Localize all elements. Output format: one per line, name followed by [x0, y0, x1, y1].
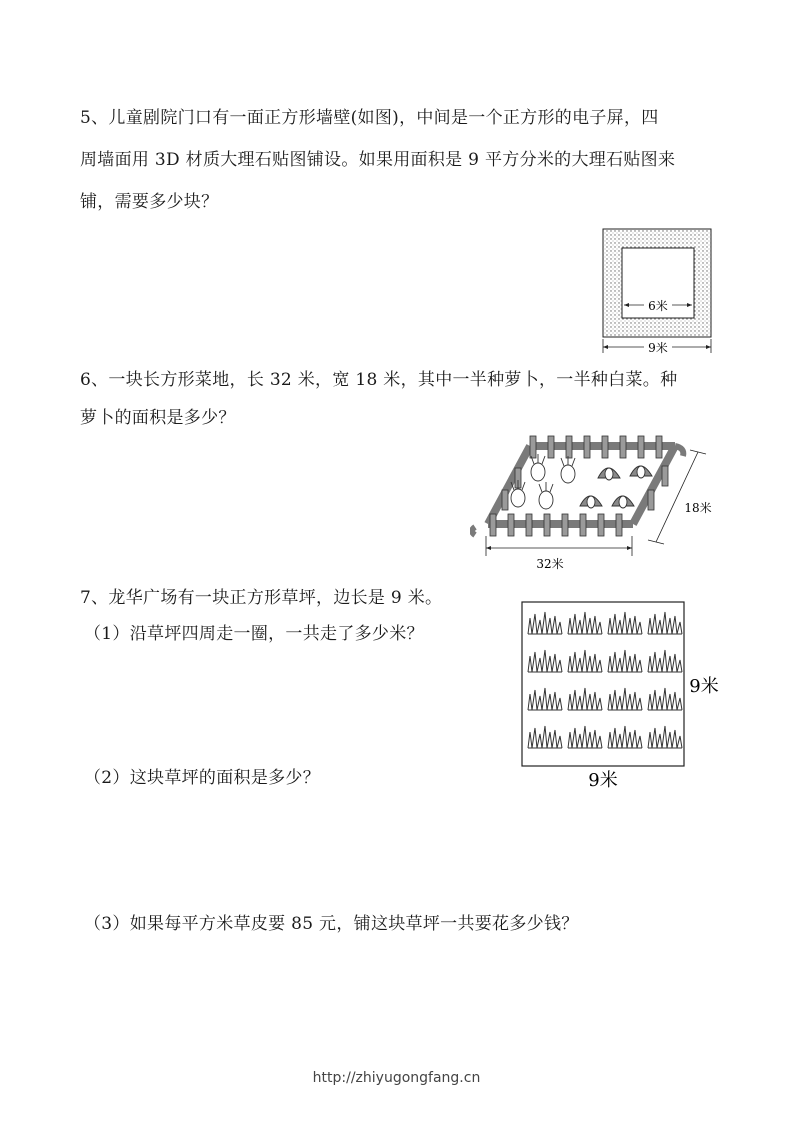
q5-wall-figure — [598, 226, 718, 356]
side-label: 9米 — [689, 676, 719, 697]
q5-line-3: 铺，需要多少块？ — [80, 192, 219, 212]
q5-line-1: 5、儿童剧院门口有一面正方形墙壁(如图)，中间是一个正方形的电子屏，四 — [80, 108, 659, 128]
q7-sub-1: （1）沿草坪四周走一圈，一共走了多少米？ — [84, 624, 424, 644]
bottom-label: 9米 — [588, 770, 618, 791]
inner-dimension-label: 6米 — [648, 299, 668, 313]
fence — [472, 436, 683, 536]
q7-sub-2: （2）这块草坪的面积是多少？ — [84, 768, 321, 788]
q5-line-2: 周墙面用 3D 材质大理石贴图铺设。如果用面积是 9 平方分米的大理石贴图来 — [80, 150, 676, 170]
length-label: 32米 — [536, 557, 564, 571]
q7-stem: 7、龙华广场有一块正方形草坪，边长是 9 米。 — [80, 588, 443, 608]
width-label: 18米 — [684, 501, 712, 515]
outer-dimension-label: 9米 — [648, 341, 668, 355]
q7-lawn-figure — [518, 598, 730, 793]
q6-line-2: 萝卜的面积是多少？ — [80, 408, 236, 428]
q6-garden-figure — [470, 432, 720, 574]
q7-sub-3: （3）如果每平方米草皮要 85 元，铺这块草坪一共要花多少钱？ — [84, 914, 579, 934]
footer-url: http://zhiyugongfang.cn — [312, 1070, 481, 1086]
q6-line-1: 6、一块长方形菜地，长 32 米，宽 18 米，其中一半种萝卜，一半种白菜。种 — [80, 370, 678, 390]
